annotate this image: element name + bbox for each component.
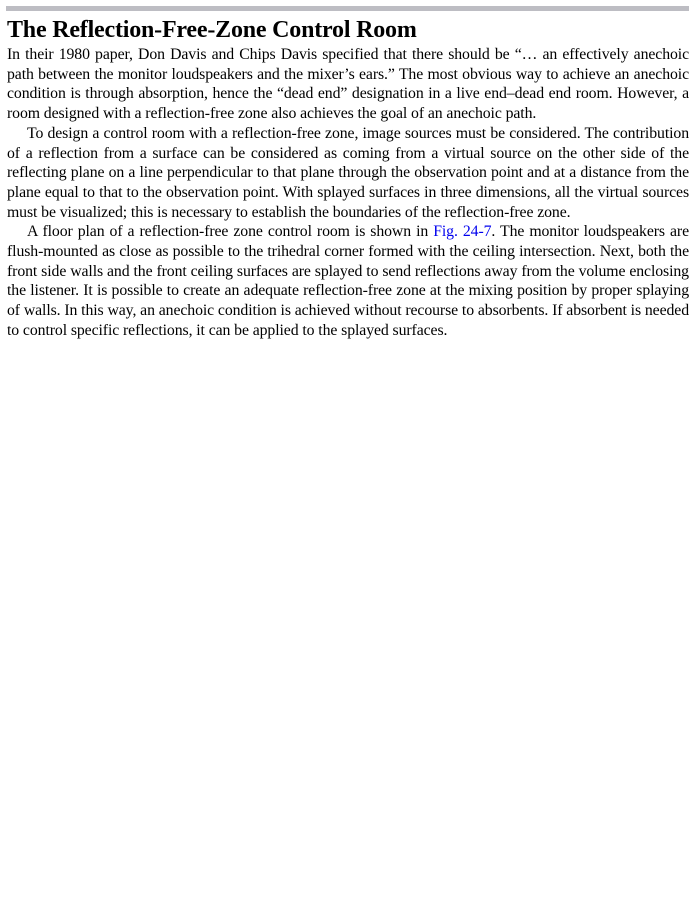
paragraph-3-text-start: A floor plan of a reflection-free zone control room is shown in <box>27 223 434 241</box>
figure-24-7-link[interactable]: Fig. 24-7 <box>433 223 492 241</box>
document-page <box>7 16 689 341</box>
paragraph-3-text-end: . The monitor loudspeakers are flush-mounted as close as possible to the trihedral corner formed with the ceiling intersection. Next, both the front side walls and the front ceiling surfaces are splayed to send reflections away from the volume enclosing the listener. It is possible to create an adequate reflection-free zone at the mixing position by proper splaying of walls. In this way, an anechoic condition is achieved without recourse to absorbents. If absorbent is needed to control specific reflections, it can be applied to the splayed surfaces. <box>7 223 689 339</box>
paragraph-3 <box>7 222 689 340</box>
paragraph-2: To design a control room with a reflection-free zone, image sources must be considered. The contribution of a reflection from a surface can be considered as coming from a virtual source on the other side of the reflecting plane on a line perpendicular to that plane through the observation point and at a distance from the plane equal to that to the observation point. With splayed surfaces in three dimensions, all the virtual sources must be visualized; this is necessary to establish the boundaries of the reflection-free zone. <box>7 124 689 221</box>
paragraph-1: In their 1980 paper, Don Davis and Chips Davis specified that there should be “… an effectively anechoic path between the monitor loudspeakers and the mixer’s ears.” The most obvious way to achieve an anechoic condition is through absorption, hence the “dead end” designation in a live end–dead end room. However, a room designed with a reflection-free zone also achieves the goal of an anechoic path. <box>7 46 689 123</box>
section-heading: The Reflection-Free-Zone Control Room <box>7 17 417 43</box>
top-rule <box>6 6 689 11</box>
